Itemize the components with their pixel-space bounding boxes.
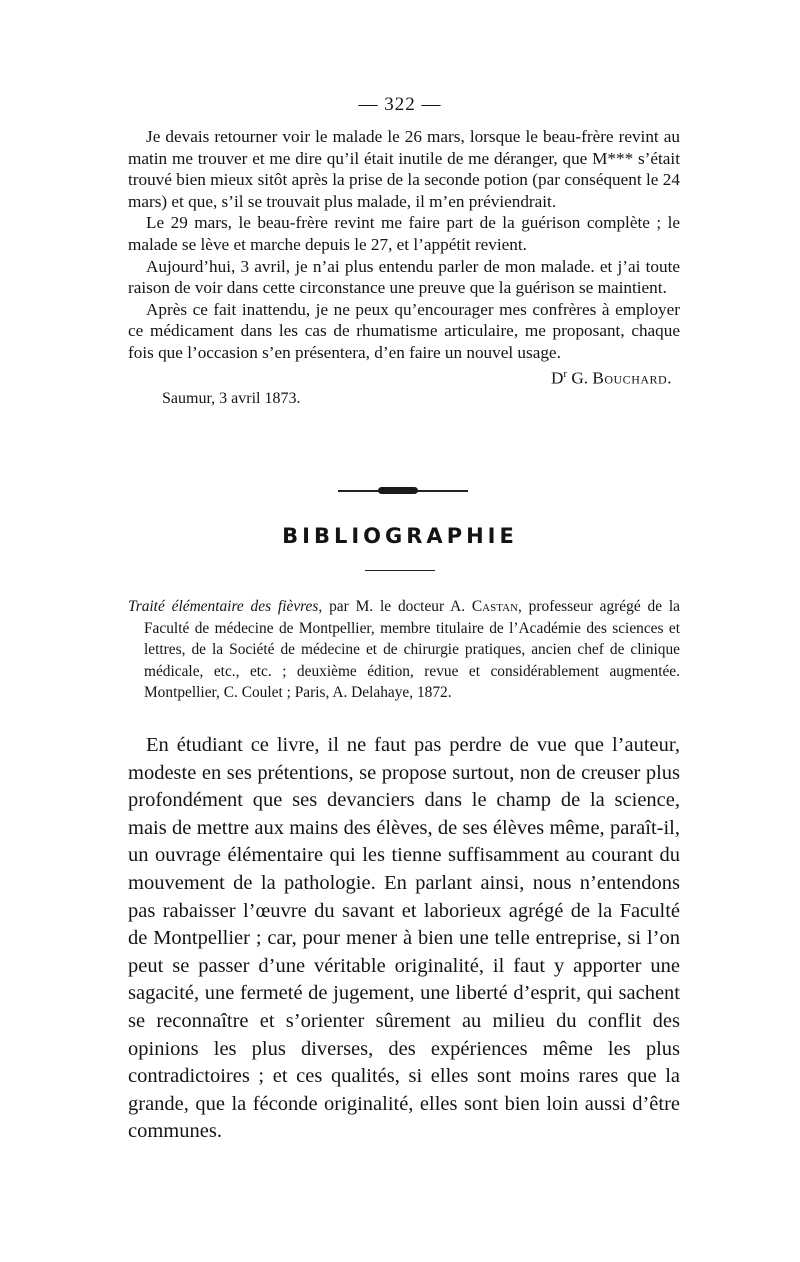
- signature-initial: G.: [571, 368, 589, 388]
- ornament-knot: [378, 487, 418, 494]
- page-number: — 322 —: [358, 94, 442, 115]
- signature: [551, 368, 672, 389]
- review-paragraph: En étudiant ce livre, il ne faut pas perdre de vue que l’auteur, modeste en ses prétentions, se propose surtout, non de creuser plus profondément que ses devanciers dans le champ de la science, mais de mettre aux mains des élèves, de ses élèves même, paraît-il, un ouvrage élémentaire qui les tienne suffisamment au courant du mouvement de la pathologie. En parlant ainsi, nous n’entendons pas rabaisser l’œuvre du savant et laborieux agrégé de la Faculté de Montpellier ; car, pour mener à bien une telle entreprise, si l’on peut se passer d’une véritable originalité, il faut y apporter une sagacité, une fermeté de jugement, une liberté d’esprit, qui sachent se reconnaître et s’orienter sûrement au milieu du conflit des opinions les plus diverses, des expériences même les plus contradictoires ; et ces qualités, si elles sont moins rares que la grande, que la féconde originalité, elles sont bien loin aussi d’être communes.: [128, 734, 680, 1143]
- citation-by: , par M. le docteur A.: [318, 598, 466, 615]
- letter-paragraph: Aujourd’hui, 3 avril, je n’ai plus entendu parler de mon malade. et j’ai toute raison de voir dans cette circonstance une preuve que la guérison se maintient.: [128, 256, 680, 298]
- citation-details: , professeur agrégé de la Faculté de médecine de Montpellier, membre titulaire de l’Académie des sciences et lettres, de la Société de médecine et de chirurgie pratiques, ancien chef de clinique médicale, etc., etc. ; deuxième édition, revue et considérablement augmentée. Montpellier, C. Coulet ; Paris, A. Delahaye, 1872.: [144, 598, 680, 702]
- letter-text: [128, 126, 680, 412]
- signature-title-superscript: r: [563, 367, 568, 380]
- section-heading: BIBLIOGRAPHIE: [282, 524, 518, 548]
- letter-paragraph: Je devais retourner voir le malade le 26 mars, lorsque le beau-frère revint au matin me trouver et me dire qu’il était inutile de me déranger, que M*** s’était trouvé bien mieux sitôt après la prise de la seconde potion (par conséquent le 24 mars) et que, s’il se trouvait plus malade, il m’en préviendrait.: [128, 127, 680, 211]
- citation-paragraph: [128, 596, 680, 704]
- letter-paragraph: Après ce fait inattendu, je ne peux qu’encourager mes confrères à employer ce médicament dans les cas de rhumatisme articulaire, me proposant, chaque fois que l’occasion s’en présentera, d’en faire un nouvel usage.: [128, 299, 680, 362]
- ornamental-rule: [0, 487, 800, 495]
- review-text: [128, 732, 680, 1146]
- signature-title: D: [550, 368, 564, 388]
- signature-block: [128, 366, 680, 412]
- letter-paragraph: Le 29 mars, le beau-frère revint me faire part de la guérison complète ; le malade se lève et marche depuis le 27, et l’appétit revient.: [128, 213, 680, 254]
- place-date: Saumur, 3 avril 1873.: [162, 389, 301, 407]
- citation-author: Castan: [471, 598, 518, 615]
- book-citation: [128, 596, 680, 704]
- heading-rule: [365, 570, 435, 571]
- signature-name: Bouchard.: [592, 368, 672, 388]
- book-title: Traité élémentaire des fièvres: [128, 598, 319, 615]
